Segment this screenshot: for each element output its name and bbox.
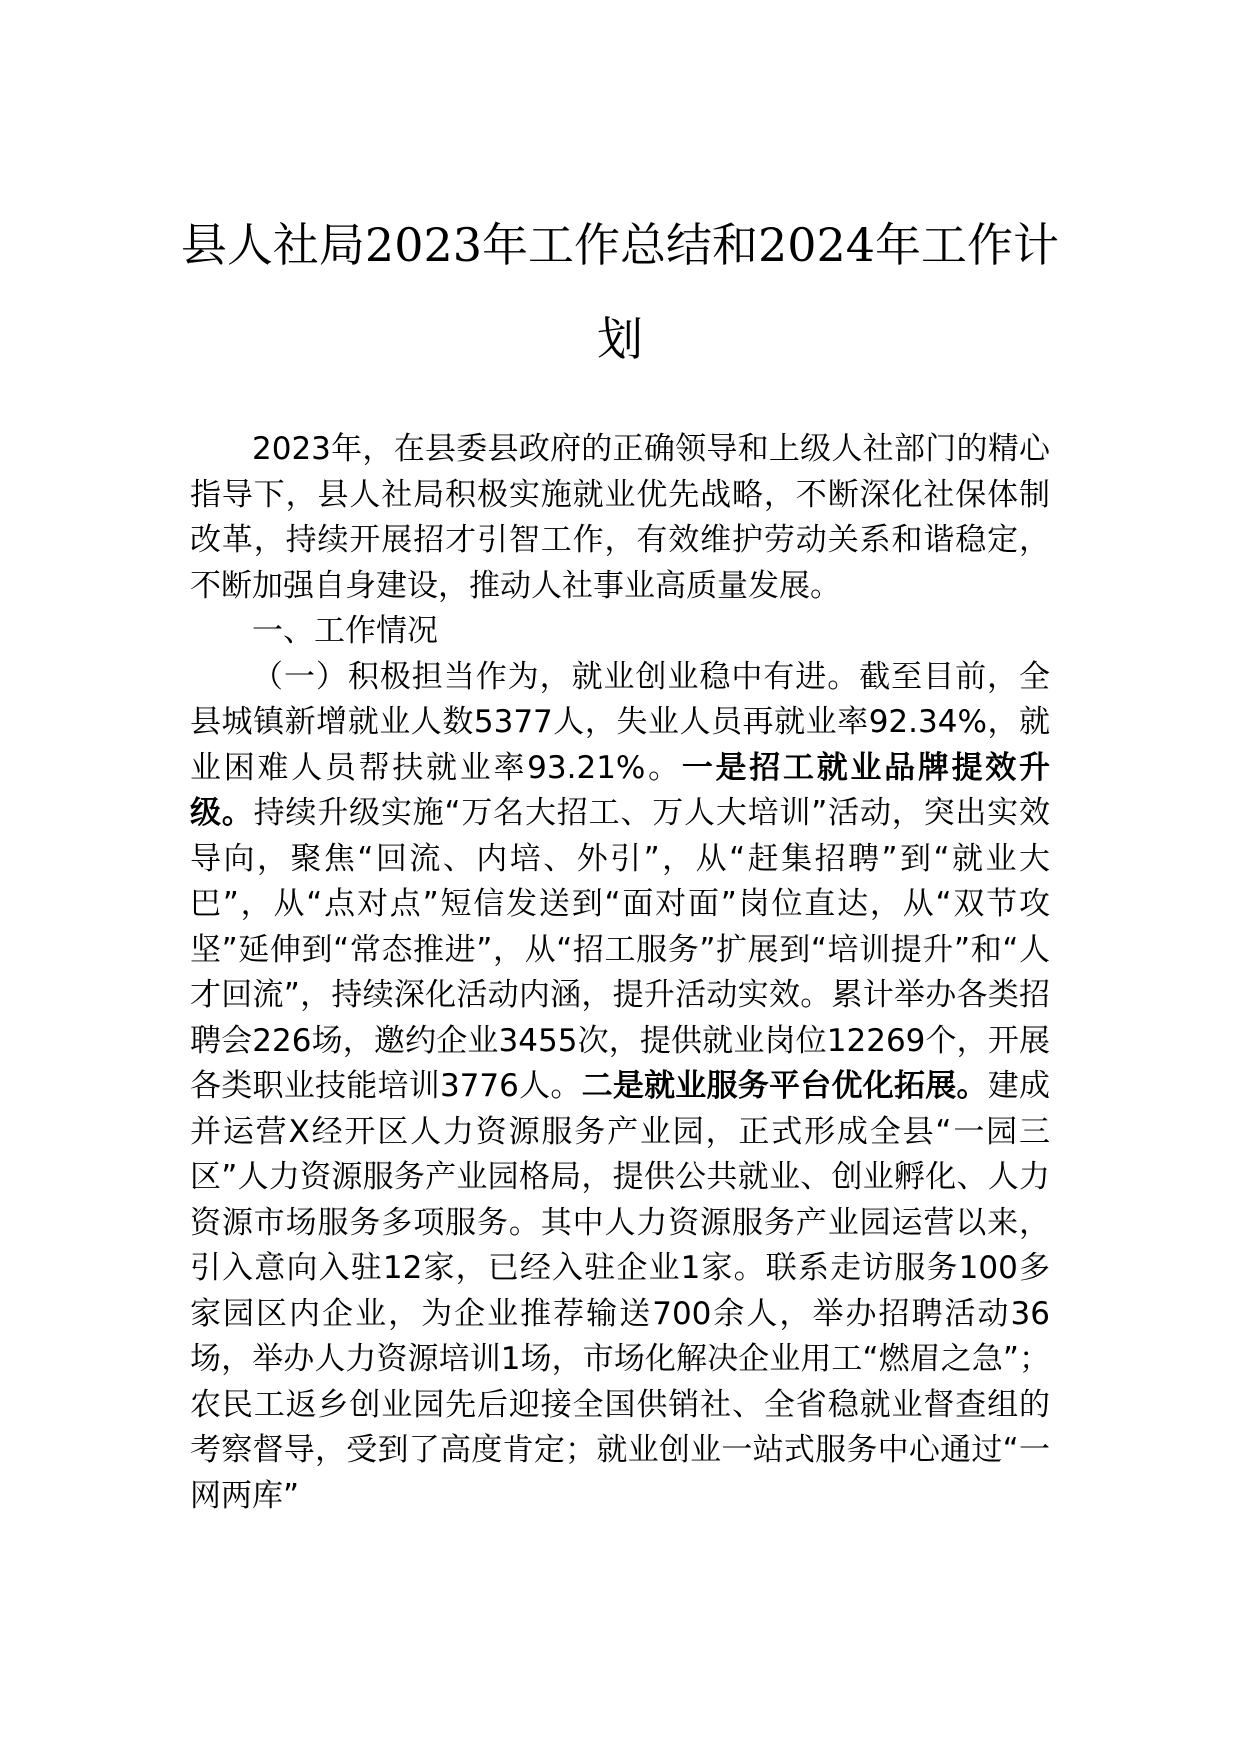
section-heading: 一、工作情况	[252, 613, 438, 649]
point-1-text: 持续升级实施“万名大招工、万人大培训”活动，突出实效导向，聚焦“回流、内培、外引”，从“赶集招聘”到“就业大巴”，从“点对点”短信发送到“面对面”岗位直达，从“双节攻坚”延伸到“常态推进”，从“招工服务”扩展到“培训提升”和“人才回流”，持续深化活动内涵，提升活动实效。累计举办各类招聘会226场，邀约企业3455次，提供就业岗位12269个，开展各类职业技能培训3776人。	[190, 795, 1050, 1104]
point-2-text: 建成并运营X经开区人力资源服务产业园，正式形成全县“一园三区”人力资源服务产业园格局，提供公共就业、创业孵化、人力资源市场服务多项服务。其中人力资源服务产业园运营以来，引入意向入驻12家，已经入驻企业1家。联系走访服务100多家园区内企业，为企业推荐输送700余人，举办招聘活动36场，举办人力资源培训1场，市场化解决企业用工“燃眉之急”；农民工返乡创业园先后迎接全国供销社、全省稳就业督查组的考察督导，受到了高度肯定；就业创业一站式服务中心通过“一网两库”	[190, 1068, 1050, 1514]
bold-point-1: 一是招工就业品牌提效升级。	[190, 749, 1051, 831]
document-body	[190, 427, 1050, 1519]
paragraph-lead: （一）积极担当作为，就业创业稳中有进。截至目前，全县城镇新增就业人数5377人，失业人员再就业率92.34%，就业困难人员帮扶就业率93.21%。	[190, 658, 1050, 786]
work-paragraph	[190, 655, 1050, 1520]
document-title-line-1: 县人社局2023年工作总结和2024年工作计	[180, 218, 1060, 272]
intro-paragraph: 2023年，在县委县政府的正确领导和上级人社部门的精心指导下，县人社局积极实施就业优先战略，不断深化社保体制改革，持续开展招才引智工作，有效维护劳动关系和谐稳定，不断加强自身建设，推动人社事业高质量发展。	[190, 431, 1050, 604]
document-title-line-2: 划	[597, 312, 643, 366]
bold-point-2: 二是就业服务平台优化拓展。	[581, 1068, 988, 1104]
